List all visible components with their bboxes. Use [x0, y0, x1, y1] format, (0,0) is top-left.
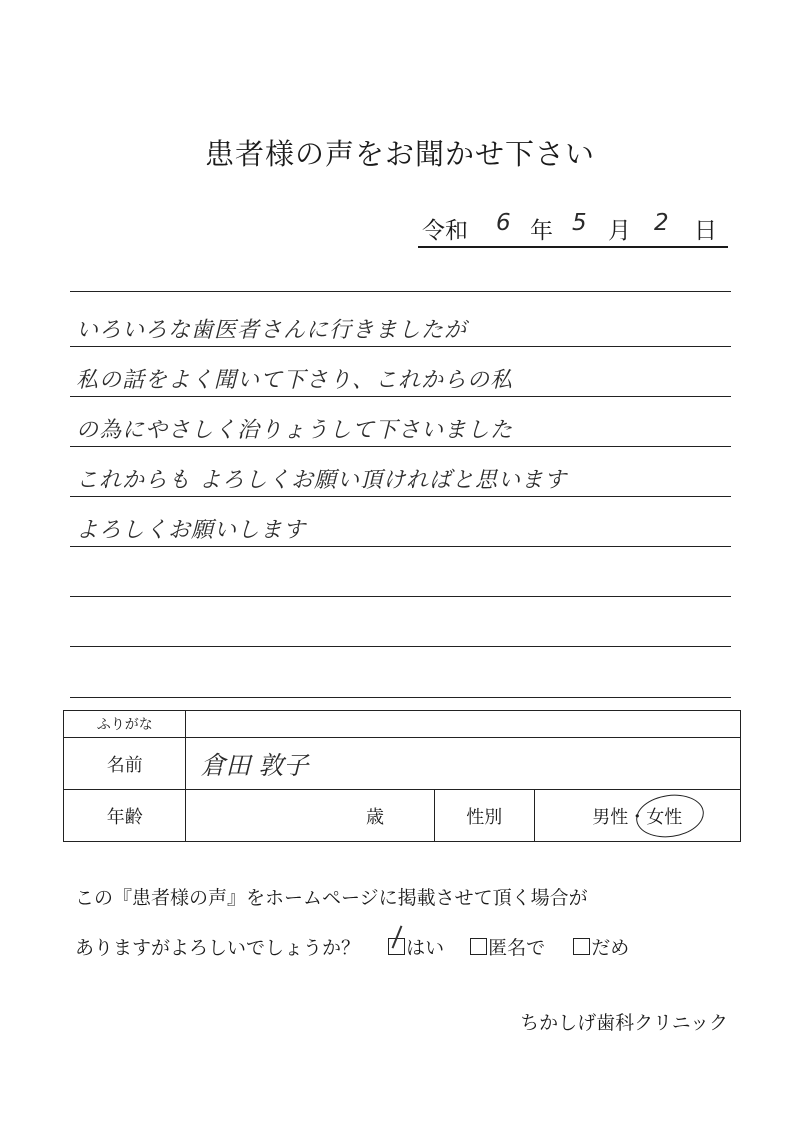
name-field[interactable] — [186, 738, 741, 790]
comment-rule — [70, 446, 731, 447]
gender-male: 男性 — [592, 806, 629, 828]
gender-female: 女性 — [646, 806, 683, 828]
date-month-unit: 月 — [608, 218, 631, 244]
option-no[interactable] — [573, 937, 629, 959]
publish-question-line2: ありますがよろしいでしょうか？ — [75, 937, 361, 959]
age-field[interactable] — [186, 790, 434, 842]
date-day-unit: 日 — [694, 218, 717, 244]
option-anonymous-label: 匿名で — [488, 937, 546, 959]
gender-label: 性別 — [434, 790, 534, 842]
comment-line: の為にやさしく治りょうして下さいました — [76, 418, 514, 443]
date-day: 2 — [654, 210, 669, 236]
comment-rule — [70, 496, 731, 497]
comment-line: これからも よろしくお願い頂ければと思います — [76, 468, 567, 493]
comment-line: よろしくお願いします — [76, 518, 307, 543]
furigana-label: ふりがな — [64, 711, 186, 738]
comment-rule — [70, 697, 731, 698]
date-year-unit: 年 — [530, 218, 553, 244]
option-no-label: だめ — [591, 937, 630, 959]
comment-rule — [70, 396, 731, 397]
date-field — [418, 206, 728, 248]
comment-line: いろいろな歯医者さんに行きましたが — [76, 318, 468, 343]
option-yes[interactable] — [388, 937, 444, 959]
clinic-name: ちかしげ歯科クリニック — [520, 1012, 728, 1034]
comment-rule — [70, 546, 731, 547]
name-value: 倉田 敦子 — [200, 750, 309, 780]
comment-rule — [70, 596, 731, 597]
gender-separator: ・ — [628, 806, 647, 828]
publish-question-line1: この『患者様の声』をホームページに掲載させて頂く場合が — [75, 887, 588, 909]
comment-rule — [70, 646, 731, 647]
checkbox-icon[interactable] — [573, 938, 590, 955]
publish-question-row — [75, 933, 629, 960]
option-yes-label: はい — [406, 937, 445, 959]
form-title: 患者様の声をお聞かせ下さい — [204, 137, 595, 171]
date-era: 令和 — [422, 218, 468, 244]
name-label: 名前 — [64, 738, 186, 790]
checkbox-icon[interactable] — [470, 938, 487, 955]
comment-rule — [70, 291, 731, 292]
age-unit: 歳 — [365, 806, 384, 828]
checkbox-checked-icon[interactable] — [388, 938, 405, 955]
date-year: 6 — [496, 210, 511, 236]
option-anonymous[interactable] — [470, 937, 545, 959]
age-label: 年齢 — [64, 790, 186, 842]
comment-line: 私の話をよく聞いて下さり、これからの私 — [76, 368, 514, 393]
furigana-field[interactable] — [186, 711, 741, 738]
date-month: 5 — [572, 210, 587, 236]
comment-rule — [70, 346, 731, 347]
